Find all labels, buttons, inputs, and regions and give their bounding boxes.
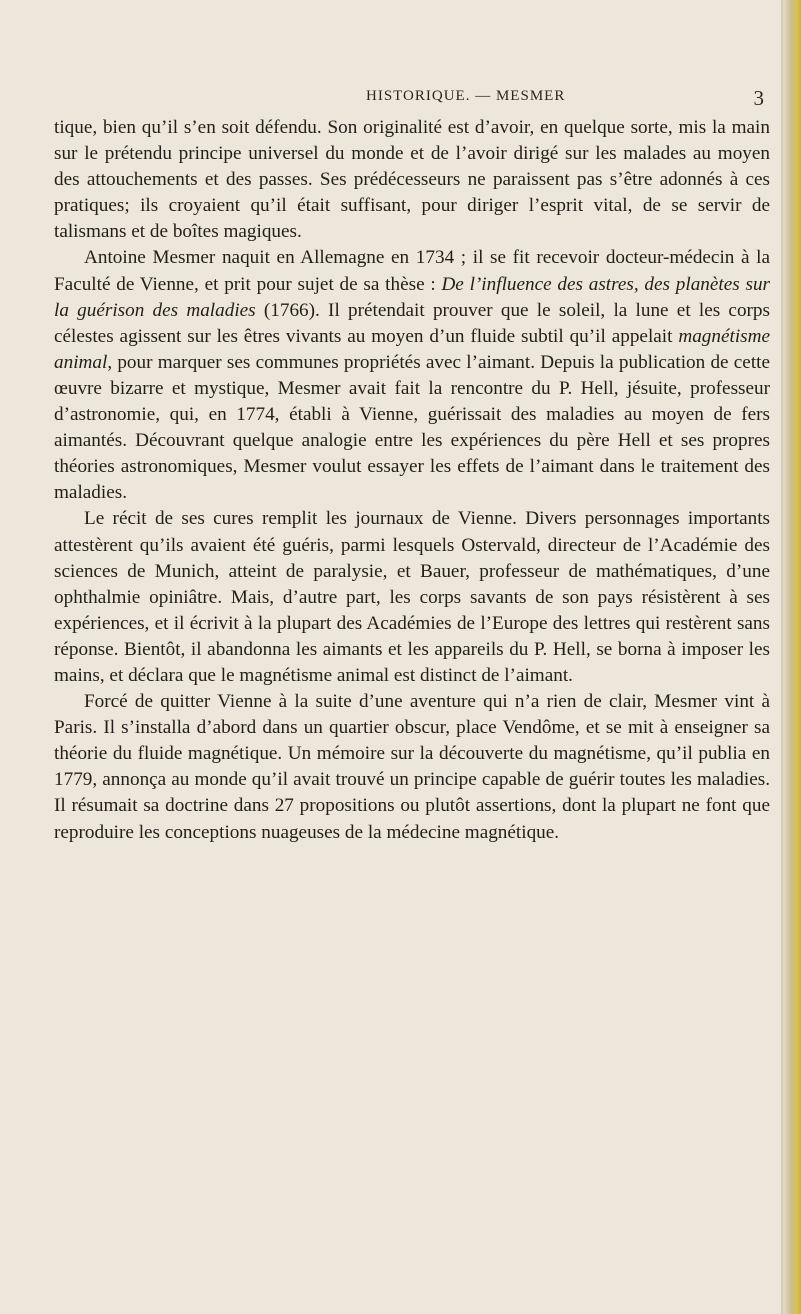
paragraph-2-intro: Antoine Mesmer naquit en Allemagne en 1734 ; il se fit recevoir docteur-médecin à la Faculté de Vienne, et prit pour sujet de sa thèse :	[54, 247, 770, 295]
term-magnetisme-animal: magnétisme animal	[54, 325, 770, 373]
paragraph-4-text: Forcé de quitter Vienne à la suite d’une aventure qui n’a rien de clair, Mesmer vint à Paris. Il s’installa d’abord dans un quartier obscur, place Vendôme, et se mit à enseigner sa théorie du fluide magnétique. Un mémoire sur la découverte du magnétisme, qu’il publia en 1779, annonça au monde qu’il avait trouvé un principe capable de guérir toutes les maladies. Il résumait sa doctrine dans 27 propositions ou plutôt assertions, dont la plupart ne font que reproduire les conceptions nuageuses de la médecine magnétique.	[54, 691, 770, 843]
page-edge	[783, 0, 801, 1314]
thesis-title: De l’influence des astres, des planètes sur la guérison des maladies	[54, 273, 771, 321]
paragraph-3-text: Le récit de ses cures remplit les journaux de Vienne. Divers personnages importants attestèrent qu’ils avaient été guéris, parmi lesquels Ostervald, directeur de l’Académie des sciences de Munich, atteint de paralysie, et Bauer, professeur de mathématiques, d’une ophthalmie opiniâtre. Mais, d’autre part, les corps savants de son pays résistèrent à ses expériences, et il écrivit à la plupart des Académies de l’Europe des lettres qui restèrent sans réponse. Bientôt, il abandonna les aimants et les appareils du P. Hell, se borna à imposer les mains, et déclara que le magnétisme animal est distinct de l’aimant.	[54, 508, 770, 686]
page-header	[54, 88, 770, 112]
page-number: 3	[753, 86, 764, 110]
running-head: HISTORIQUE. — MESMER	[366, 88, 566, 104]
body-text	[54, 115, 770, 846]
paragraph-4	[54, 689, 770, 846]
paragraph-1-text: tique, bien qu’il s’en soit défendu. Son originalité est d’avoir, en quelque sorte, mis la main sur le prétendu principe universel du monde et de l’avoir dirigé sur les malades au moyen des attouchements et des passes. Ses prédécesseurs ne paraissent pas s’être adonnés à ces pratiques; ils croyaient qu’il était suffisant, pour diriger l’esprit vital, de se servir de talismans et de boîtes magiques.	[54, 117, 770, 243]
paragraph-1	[54, 115, 770, 245]
paragraph-2	[54, 245, 770, 506]
paragraph-3	[54, 506, 770, 689]
paragraph-2-end: , pour marquer ses communes propriétés avec l’aimant. Depuis la publication de cette œuvre bizarre et mystique, Mesmer avait fait la rencontre du P. Hell, jésuite, professeur d’astronomie, qui, en 1774, établi à Vienne, guérissait des maladies au moyen de fers aimantés. Découvrant quelque analogie entre les expériences du père Hell et ses propres théories astronomiques, Mesmer voulut essayer les effets de l’aimant dans le traitement des maladies.	[54, 351, 770, 504]
paragraph-2-middle: (1766). Il prétendait prouver que le soleil, la lune et les corps célestes agissent sur les êtres vivants au moyen d’un fluide subtil qu’il appelait	[54, 299, 770, 347]
